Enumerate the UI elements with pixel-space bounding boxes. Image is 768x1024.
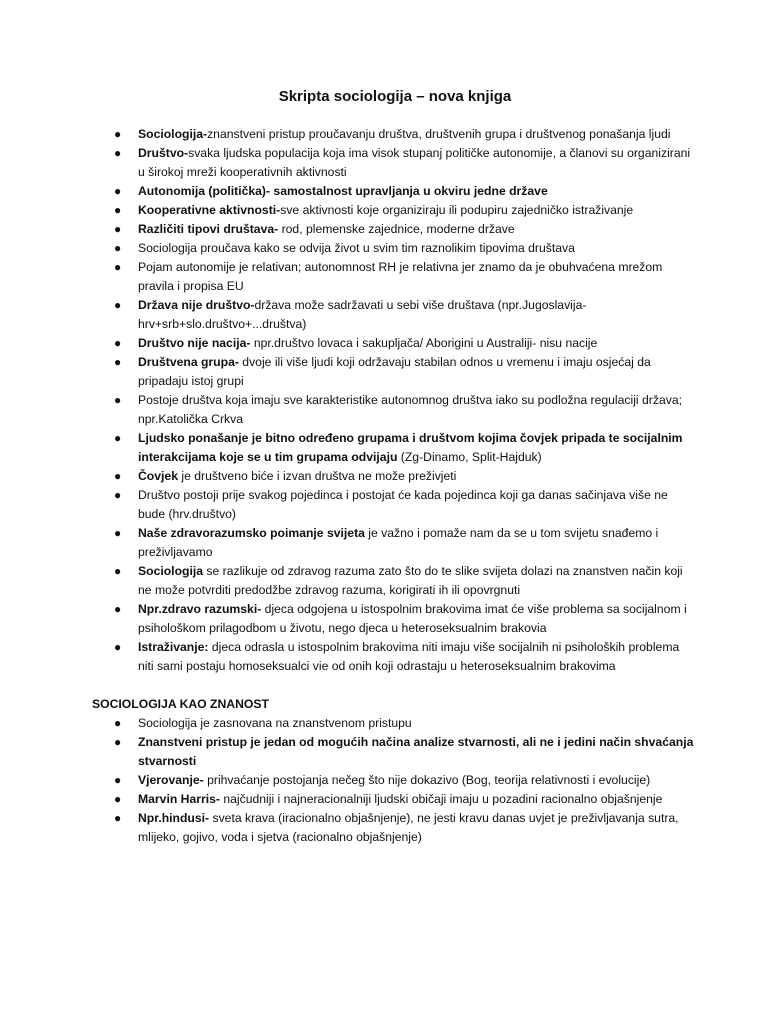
list-item [114, 429, 698, 467]
item-bold-text: Sociologija [138, 564, 204, 578]
item-text: djeca odgojena u istospolnim brakovima imat će više problema sa socijalnom i psihološkom prilagodbom u životu, nego djeca u heteroseksualnim brakovia [138, 602, 687, 635]
item-text: Sociologija je zasnovana na znanstvenom pristupu [138, 716, 412, 730]
bullet-icon: ● [114, 298, 122, 312]
bullet-icon: ● [114, 127, 122, 141]
bullet-icon: ● [114, 735, 122, 749]
bullet-icon: ● [114, 355, 122, 369]
item-text: sveta krava (iracionalno objašnjenje), ne jesti kravu danas uvjet je preživljavanja sutra, mlijeko, gojivo, voda i sjetva (racionalno objašnjenje) [138, 811, 679, 844]
list-item [114, 714, 698, 733]
list-item [114, 334, 698, 353]
list-item [114, 790, 698, 809]
bullet-icon: ● [114, 431, 122, 445]
item-bold-text: Istraživanje: [138, 640, 209, 654]
list-item [114, 391, 698, 429]
list-item [114, 733, 698, 771]
list-item [114, 258, 698, 296]
item-bold-text: Država nije društvo- [138, 298, 255, 312]
item-text: se razlikuje od zdravog razuma zato što do te slike svijeta dolazi na znanstven način koji ne može potvrditi predodžbe zdravog razuma, korigirati ih ili opovrgnuti [138, 564, 683, 597]
list-item [114, 220, 698, 239]
item-bold-text: Čovjek [138, 469, 178, 483]
list-item [114, 353, 698, 391]
bullet-icon: ● [114, 469, 122, 483]
bullet-icon: ● [114, 260, 122, 274]
bullet-icon: ● [114, 792, 122, 806]
list-item [114, 239, 698, 258]
list-item [114, 201, 698, 220]
bullet-icon: ● [114, 241, 122, 255]
item-text: Pojam autonomije je relativan; autonomnost RH je relativna jer znamo da je obuhvaćena mrežom pravila i propisa EU [138, 260, 663, 293]
item-text: npr.društvo lovaca i sakupljača/ Aborigini u Australiji- nisu nacije [250, 336, 598, 350]
list-item [114, 771, 698, 790]
item-bold-text: Kooperativne aktivnosti- [138, 203, 281, 217]
list-item [114, 125, 698, 144]
item-text: Društvo postoji prije svakog pojedinca i postojat će kada pojedinca koji ga danas sačinjava više ne bude (hrv.društvo) [138, 488, 668, 521]
list-item [114, 600, 698, 638]
bullet-icon: ● [114, 640, 122, 654]
item-text: znanstveni pristup proučavanju društva, društvenih grupa i društvenog ponašanja ljudi [207, 127, 671, 141]
list-item [114, 562, 698, 600]
item-text: prihvaćanje postojanja nečeg što nije dokazivo (Bog, teorija relativnosti i evolucije) [203, 773, 651, 787]
item-bold-text: Npr.hindusi- [138, 811, 210, 825]
item-bold-text: Naše zdravorazumsko poimanje svijeta [138, 526, 365, 540]
science-list [114, 714, 698, 847]
item-bold-text: Autonomija (politička)- samostalnost upravljanja u okviru jedne države [138, 184, 548, 198]
list-item [114, 524, 698, 562]
bullet-icon: ● [114, 393, 122, 407]
item-text: djeca odrasla u istospolnim brakovima niti imaju više socijalnih ni psiholoških problema niti sami postaju homoseksualci vie od onih koji odrastaju u heteroseksualnim brakovima [138, 640, 680, 673]
bullet-icon: ● [114, 602, 122, 616]
document-title: Skripta sociologija – nova knjiga [278, 88, 512, 105]
item-text: najčudniji i najneracionalniji ljudski običaji imaju u pozadini racionalno objašnjenje [219, 792, 663, 806]
bullet-icon: ● [114, 564, 122, 578]
list-item [114, 296, 698, 334]
item-text: je važno i pomaže nam da se u tom svijetu snađemo i preživljavamo [138, 526, 659, 559]
list-item [114, 144, 698, 182]
item-text: država može sadržavati u sebi više društava (npr.Jugoslavija-hrv+srb+slo.društvo+...društva) [138, 298, 587, 331]
item-bold-text: Npr.zdravo razumski- [138, 602, 262, 616]
list-item [114, 809, 698, 847]
list-item [114, 638, 698, 676]
bullet-icon: ● [114, 336, 122, 350]
bullet-icon: ● [114, 203, 122, 217]
section-heading: SOCIOLOGIJA KAO ZNANOST [92, 697, 269, 711]
bullet-icon: ● [114, 146, 122, 160]
item-text: rod, plemenske zajednice, moderne države [278, 222, 515, 236]
item-bold-text: Sociologija- [138, 127, 208, 141]
item-bold-text: Različiti tipovi društava- [138, 222, 279, 236]
list-item [114, 182, 698, 201]
item-bold-text: Društvo nije nacija- [138, 336, 251, 350]
list-item [114, 486, 698, 524]
item-text: sve aktivnosti koje organiziraju ili podupiru zajedničko istraživanje [280, 203, 634, 217]
bullet-icon: ● [114, 184, 122, 198]
item-bold-text: Ljudsko ponašanje je bitno određeno grupama i društvom kojima čovjek pripada te socijalnim interakcijama koje se u tim grupama odvijaju [138, 431, 683, 464]
item-text: svaka ljudska populacija koja ima visok stupanj političke autonomije, a članovi su organizirani u širokoj mreži kooperativnih aktivnosti [138, 146, 691, 179]
bullet-icon: ● [114, 526, 122, 540]
item-text: Sociologija proučava kako se odvija život u svim tim raznolikim tipovima društava [138, 241, 575, 255]
item-bold-text: Marvin Harris- [138, 792, 220, 806]
definitions-list [114, 125, 698, 676]
item-text: dvoje ili više ljudi koji održavaju stabilan odnos u vremenu i imaju osjećaj da pripadaju istoj grupi [138, 355, 651, 388]
item-text: je društveno biće i izvan društva ne može preživjeti [177, 469, 457, 483]
bullet-icon: ● [114, 222, 122, 236]
bullet-icon: ● [114, 773, 122, 787]
item-bold-text: Društvena grupa- [138, 355, 239, 369]
item-text: (Zg-Dinamo, Split-Hajduk) [397, 450, 542, 464]
item-bold-text: Vjerovanje- [138, 773, 204, 787]
bullet-icon: ● [114, 488, 122, 502]
list-item [114, 467, 698, 486]
item-bold-text: Društvo- [138, 146, 189, 160]
bullet-icon: ● [114, 716, 122, 730]
bullet-icon: ● [114, 811, 122, 825]
item-bold-text: Znanstveni pristup je jedan od mogućih načina analize stvarnosti, ali ne i jedini način shvaćanja stvarnosti [138, 735, 694, 768]
item-text: Postoje društva koja imaju sve karakteristike autonomnog društva iako su podložna regulaciji država; npr.Katolička Crkva [138, 393, 682, 426]
